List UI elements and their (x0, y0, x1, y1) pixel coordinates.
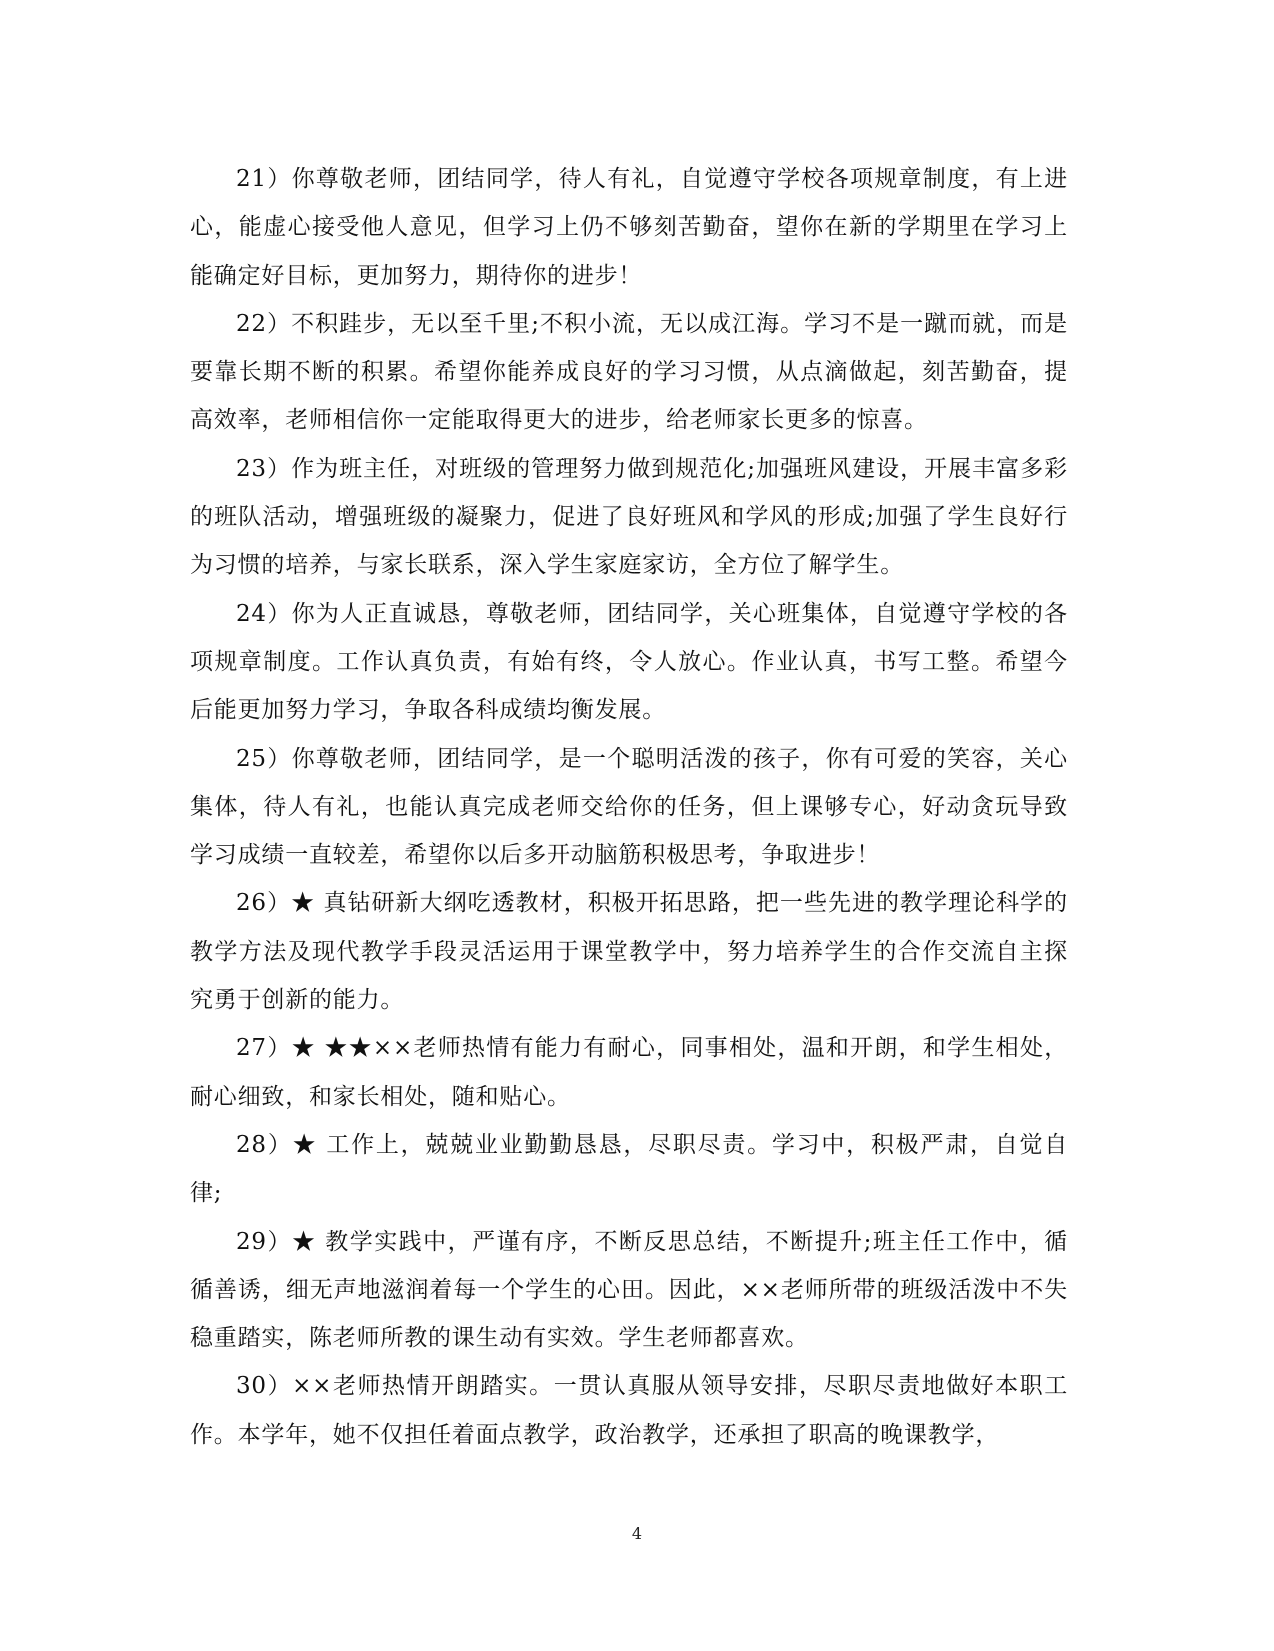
paragraph-24: 24）你为人正直诚恳，尊敬老师，团结同学，关心班集体，自觉遵守学校的各项规章制度。工作认真负责，有始有终，令人放心。作业认真，书写工整。希望今后能更加努力学习，争取各科成绩均衡发展。 (190, 600, 1068, 724)
paragraph-22: 22）不积跬步，无以至千里;不积小流，无以成江海。学习不是一蹴而就，而是要靠长期不断的积累。希望你能养成良好的学习习惯，从点滴做起，刻苦勤奋，提高效率，老师相信你一定能取得更大的进步，给老师家长更多的惊喜。 (190, 310, 1068, 434)
paragraph-30: 30）××老师热情开朗踏实。一贯认真服从领导安排，尽职尽责地做好本职工作。本学年，她不仅担任着面点教学，政治教学，还承担了职高的晚课教学， (190, 1373, 1068, 1448)
document-body (190, 155, 1068, 1459)
paragraph-25: 25）你尊敬老师，团结同学，是一个聪明活泼的孩子，你有可爱的笑容，关心集体，待人有礼，也能认真完成老师交给你的任务，但上课够专心，好动贪玩导致学习成绩一直较差，希望你以后多开动脑筋积极思考，争取进步！ (190, 745, 1068, 869)
paragraph-28: 28）★ 工作上，兢兢业业勤勤恳恳，尽职尽责。学习中，积极严肃，自觉自律; (190, 1131, 1068, 1207)
paragraph-21: 21）你尊敬老师，团结同学，待人有礼，自觉遵守学校各项规章制度，有上进心，能虚心接受他人意见，但学习上仍不够刻苦勤奋，望你在新的学期里在学习上能确定好目标，更加努力，期待你的进步！ (190, 166, 1068, 289)
paragraph-27: 27）★ ★★××老师热情有能力有耐心，同事相处，温和开朗，和学生相处，耐心细致，和家长相处，随和贴心。 (190, 1035, 1068, 1110)
paragraph-23: 23）作为班主任，对班级的管理努力做到规范化;加强班风建设，开展丰富多彩的班队活动，增强班级的凝聚力，促进了良好班风和学风的形成;加强了学生良好行为习惯的培养，与家长联系，深入学生家庭家访，全方位了解学生。 (190, 455, 1068, 579)
page-number: 4 (631, 1524, 643, 1543)
paragraph-26: 26）★ 真钻研新大纲吃透教材，积极开拓思路，把一些先进的教学理论科学的教学方法及现代教学手段灵活运用于课堂教学中，努力培养学生的合作交流自主探究勇于创新的能力。 (190, 890, 1068, 1014)
paragraph-29: 29）★ 教学实践中，严谨有序，不断反思总结，不断提升;班主任工作中，循循善诱，细无声地滋润着每一个学生的心田。因此，××老师所带的班级活泼中不失稳重踏实，陈老师所教的课生动有实效。学生老师都喜欢。 (190, 1228, 1068, 1352)
